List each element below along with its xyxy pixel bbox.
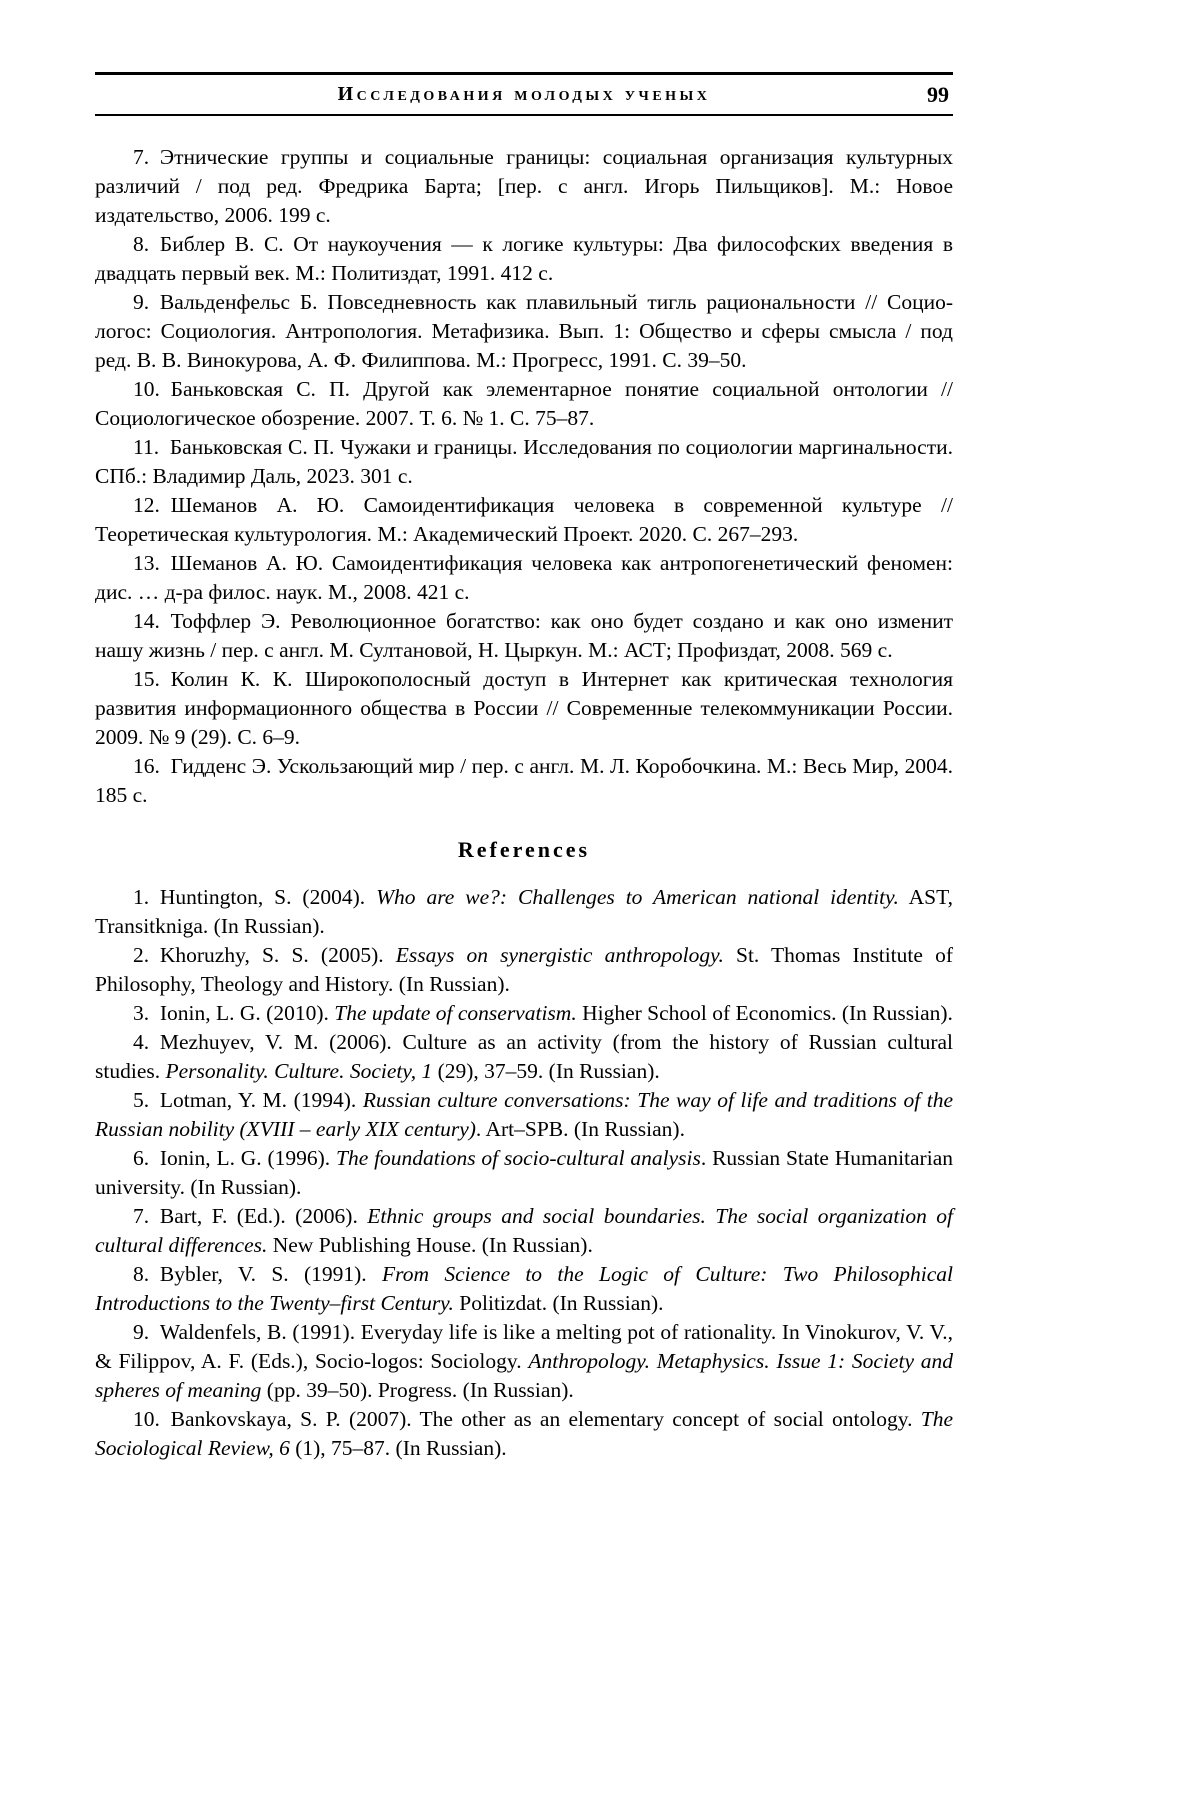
russian-references-list <box>95 143 953 810</box>
reference-text: St. Thomas Institute of Philosophy, Theology and History. (In Russian). <box>95 943 953 996</box>
reference-text: 15. Колин К. К. Широкополосный доступ в Интернет как критическая технология развития информационного общества в России // Современные телекоммуникации России. 2009. № 9 (29). С. 6–9. <box>95 667 953 749</box>
reference-item <box>95 883 953 941</box>
reference-text: 11. Баньковская С. П. Чужаки и границы. Исследования по социологии маргинальности. СПб.: Владимир Даль, 2023. 301 с. <box>95 435 953 488</box>
reference-item <box>95 433 953 491</box>
reference-item <box>95 549 953 607</box>
reference-item <box>95 1405 953 1463</box>
reference-text: 10. Баньковская С. П. Другой как элементарное понятие социальной онтологии // Социологическое обозрение. 2007. Т. 6. № 1. С. 75–87. <box>95 377 953 430</box>
reference-text: AST, Transitkniga. (In Russian). <box>95 885 953 938</box>
reference-text: 16. Гидденс Э. Ускользающий мир / пер. с англ. М. Л. Коробочкина. М.: Весь Мир, 2004. 185 с. <box>95 754 953 807</box>
reference-text: 3. Ionin, L. G. (2010). <box>133 1001 335 1025</box>
reference-text: 5. Lotman, Y. M. (1994). <box>133 1088 363 1112</box>
reference-text: 9. Waldenfels, B. (1991). Everyday life is like a melting pot of rationality. In Vinokurov, V. V., & Filippov, A. F. (Eds.), Socio-logos: Sociology. <box>95 1320 953 1373</box>
reference-title-italic: The Sociological Review, 6 <box>95 1407 953 1460</box>
reference-item <box>95 1086 953 1144</box>
reference-text: . Russian State Humanitarian university. (In Russian). <box>95 1146 953 1199</box>
reference-item <box>95 230 953 288</box>
reference-title-italic: The update of conservatism. <box>334 1001 577 1025</box>
reference-title-italic: Who are we?: Challenges to American national identity. <box>376 885 899 909</box>
reference-item <box>95 999 953 1028</box>
reference-item <box>95 665 953 752</box>
reference-text: 2. Khoruzhy, S. S. (2005). <box>133 943 396 967</box>
header-rule-bottom <box>95 114 953 116</box>
reference-item <box>95 375 953 433</box>
page-number: 99 <box>927 81 949 107</box>
reference-item <box>95 288 953 375</box>
text-column <box>95 72 953 1463</box>
reference-text: Politizdat. (In Russian). <box>453 1291 664 1315</box>
reference-text: 8. Bybler, V. S. (1991). <box>133 1262 383 1286</box>
reference-item <box>95 1028 953 1086</box>
reference-text: . Art–SPB. (In Russian). <box>475 1117 685 1141</box>
reference-text: 10. Bankovskaya, S. P. (2007). The other as an elementary concept of social ontology. <box>133 1407 921 1431</box>
reference-item <box>95 1260 953 1318</box>
reference-title-italic: The foundations of socio-cultural analysis <box>336 1146 701 1170</box>
reference-text: Higher School of Economics. (In Russian). <box>576 1001 953 1025</box>
section-header-title: Исследования молодых ученых <box>337 83 711 105</box>
reference-item <box>95 1318 953 1405</box>
reference-item <box>95 752 953 810</box>
reference-text: 1. Huntington, S. (2004). <box>133 885 377 909</box>
reference-text: New Publishing House. (In Russian). <box>267 1233 593 1257</box>
reference-title-italic: Russian culture conversations: The way of life and traditions of the Russian nobility (XVIII – early XIX century) <box>95 1088 953 1141</box>
reference-title-italic: Anthropology. Metaphysics. Issue 1: Society and spheres of meaning <box>95 1349 953 1402</box>
reference-text: 4. Mezhuyev, V. M. (2006). Culture as an activity (from the history of Russian cultural studies. <box>95 1030 953 1083</box>
reference-title-italic: Ethnic groups and social boundaries. The social organization of cultural differences. <box>95 1204 953 1257</box>
reference-title-italic: Essays on synergistic anthropology. <box>395 943 724 967</box>
reference-item <box>95 491 953 549</box>
reference-text: (1), 75–87. (In Russian). <box>289 1436 507 1460</box>
reference-text: (pp. 39–50). Progress. (In Russian). <box>261 1378 574 1402</box>
reference-item <box>95 941 953 999</box>
page-body <box>95 143 953 1463</box>
reference-text: 8. Библер В. С. От наукоучения — к логике культуры: Два философских введения в двадцать первый век. М.: Политиздат, 1991. 412 с. <box>95 232 953 285</box>
reference-text: (29), 37–59. (In Russian). <box>432 1059 660 1083</box>
reference-text: 7. Bart, F. (Ed.). (2006). <box>133 1204 368 1228</box>
references-heading: References <box>457 837 591 862</box>
running-header <box>95 72 953 116</box>
reference-title-italic: Personality. Culture. Society, 1 <box>165 1059 433 1083</box>
reference-item <box>95 607 953 665</box>
reference-text: 13. Шеманов А. Ю. Самоидентификация человека как антропогенетический феномен: дис. … д-ра филос. наук. М., 2008. 421 с. <box>95 551 953 604</box>
reference-text: 12. Шеманов А. Ю. Самоидентификация человека в современной культуре // Теоретическая культурология. М.: Академический Проект. 2020. С. 267–293. <box>95 493 953 546</box>
reference-text: 14. Тоффлер Э. Революционное богатство: как оно будет создано и как оно изменит нашу жизнь / пер. с англ. М. Султановой, Н. Цыркун. М.: АСТ; Профиздат, 2008. 569 с. <box>95 609 953 662</box>
reference-item <box>95 143 953 230</box>
reference-item <box>95 1202 953 1260</box>
english-references-list <box>95 883 953 1463</box>
reference-text: 9. Вальденфельс Б. Повседневность как плавильный тигль рациональности // Социо-логос: Социология. Антропология. Метафизика. Вып. 1: Общество и сферы смысла / под ред. В. В. Винокурова, А. Ф. Филиппова. М.: Прогресс, 1991. С. 39–50. <box>95 290 953 372</box>
reference-item <box>95 1144 953 1202</box>
reference-title-italic: From Science to the Logic of Culture: Two Philosophical Introductions to the Twenty–first Century. <box>95 1262 953 1315</box>
header-row <box>95 75 953 114</box>
reference-text: 7. Этнические группы и социальные границы: социальная организация культурных различий / под ред. Фредрика Барта; [пер. с англ. Игорь Пильщиков]. М.: Новое издательство, 2006. 199 с. <box>95 145 953 227</box>
reference-text: 6. Ionin, L. G. (1996). <box>133 1146 336 1170</box>
